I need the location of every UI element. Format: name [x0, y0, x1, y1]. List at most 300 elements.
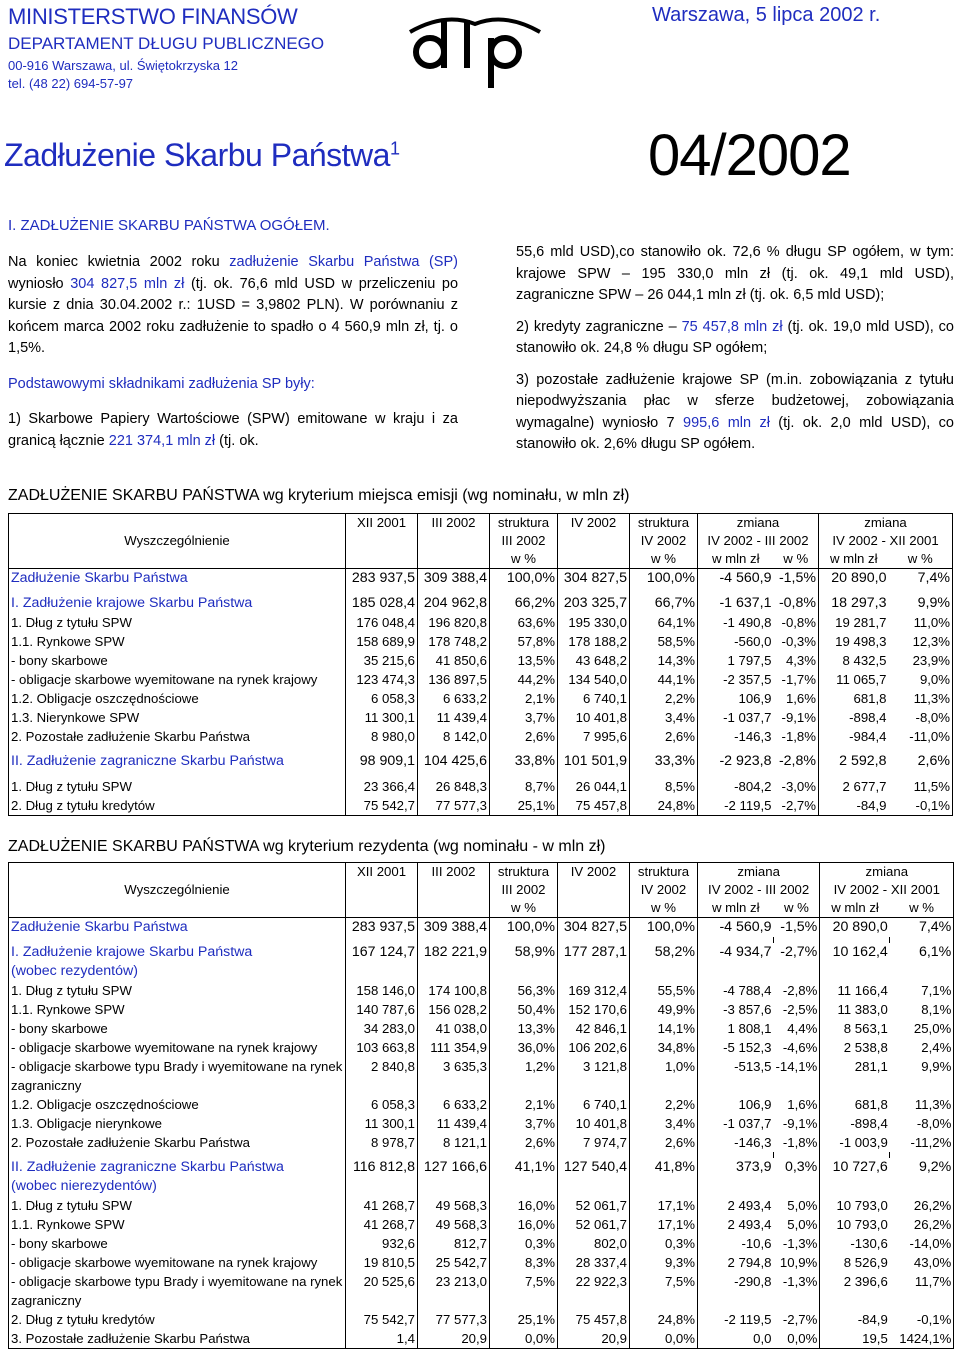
table-cell: 8,1%	[890, 1000, 954, 1019]
table-cell	[418, 1291, 490, 1310]
date-line: Warszawa, 5 lipca 2002 r.	[652, 4, 881, 26]
table-cell: -4 934,7	[719, 944, 772, 960]
table-cell: 2,1%	[490, 1095, 558, 1114]
header-cell: struktura	[490, 514, 558, 533]
text: 1) Skarbowe Papiery Wartościowe (SPW) emitowane w kraju i za granicą łącznie	[8, 411, 458, 449]
header-cell: III 2002	[490, 532, 558, 550]
header-cell: III 2002	[490, 881, 558, 899]
table-cell: -2,8%	[774, 981, 820, 1000]
table-cell: 8 526,9	[843, 1255, 888, 1270]
table-cell: 11 065,7	[836, 672, 887, 687]
table-cell: 0,0%	[630, 1329, 698, 1349]
table-cell: 44,2%	[490, 670, 558, 689]
table-cell: 3,4%	[630, 708, 698, 727]
table-cell: -84,9	[819, 796, 889, 816]
header-cell: IV 2002	[630, 881, 698, 899]
row-label: - bony skarbowe	[9, 1234, 346, 1253]
table-cell	[820, 1291, 890, 1310]
table-cell: 932,6	[346, 1234, 418, 1253]
table-cell	[698, 1177, 774, 1196]
components-heading: Podstawowymi składnikami zadłużenia SP były:	[8, 375, 315, 392]
table-row	[9, 752, 953, 771]
header-cell: w %	[890, 899, 954, 918]
table-cell: 66,7%	[630, 594, 698, 613]
table-cell: 16,0%	[490, 1215, 558, 1234]
table-cell: -513,5	[734, 1059, 772, 1074]
table-cell: -84,9	[857, 1312, 888, 1327]
header-cell: struktura	[630, 514, 698, 533]
table-cell	[490, 1291, 558, 1310]
row-label: 2. Dług z tytułu kredytów	[9, 1310, 346, 1329]
table-cell	[418, 1177, 490, 1196]
table-cell: -1,5%	[774, 918, 820, 938]
header-cell: III 2002	[418, 514, 490, 533]
table-cell: 8 432,5	[842, 653, 887, 668]
table-row	[9, 670, 953, 689]
text: (tj. ok. 76,6 mld USD w przeliczeniu po kursie z dnia 30.04.2002 r.: 1USD = 3,9802 PLN). W porównaniu z końcem marca 2002 roku zadłużenie to spadło o 4 560,9 mln zł, tj. o 1,5%.	[8, 275, 459, 356]
table-cell: 24,8%	[630, 1310, 698, 1329]
header-cell: struktura	[630, 863, 698, 882]
table-cell: 41 268,7	[346, 1196, 418, 1215]
summary-paragraph	[8, 252, 458, 360]
table-row	[9, 708, 953, 727]
table-cell: 127 166,6	[418, 1158, 490, 1177]
table-cell: 0,0	[698, 1329, 774, 1349]
table-cell: -1 003,9	[839, 1135, 888, 1150]
table-cell: 1,6%	[774, 689, 819, 708]
table-cell: 75 542,7	[346, 1310, 418, 1329]
table-cell: -10,6	[741, 1236, 772, 1251]
row-label: - bony skarbowe	[9, 1019, 346, 1038]
table-cell: 33,8%	[490, 752, 558, 771]
table-cell: 106,9	[738, 1097, 772, 1112]
table-cell: -146,3	[734, 729, 772, 744]
table-cell: -2 119,5	[698, 796, 774, 816]
table-cell: -560,0	[734, 634, 772, 649]
table-cell: 25 542,7	[418, 1253, 490, 1272]
table-cell: 52 061,7	[558, 1215, 630, 1234]
header-row	[9, 863, 954, 882]
component-2-paragraph	[516, 317, 954, 360]
table-cell: 6 058,3	[346, 689, 418, 708]
component-3-paragraph	[516, 370, 954, 456]
table-cell: 9,9%	[889, 594, 953, 613]
table-cell	[698, 962, 774, 981]
header-cell	[418, 881, 490, 899]
row-label: - bony skarbowe	[9, 651, 346, 670]
table-cell: 9,9%	[890, 1057, 954, 1076]
table-cell: -2 119,5	[724, 1312, 772, 1327]
department-name: DEPARTAMENT DŁUGU PUBLICZNEGO	[8, 34, 325, 53]
header-cell: IV 2002 - XII 2001	[820, 881, 954, 899]
table-cell: 6 633,2	[418, 1095, 490, 1114]
table-cell: 20 890,0	[832, 919, 888, 935]
header-cell: XII 2001	[346, 514, 418, 533]
row-label: 1.3. Nierynkowe SPW	[9, 708, 346, 727]
table-cell: 167 124,7	[346, 943, 418, 962]
table-cell: 41,1%	[490, 1158, 558, 1177]
table-cell: -8,0%	[889, 708, 953, 727]
table-row	[9, 796, 953, 816]
table-cell: 7,4%	[890, 918, 954, 938]
row-label: 1.1. Rynkowe SPW	[9, 1215, 346, 1234]
table-cell: 2,6%	[889, 752, 953, 771]
table-cell: 11 439,4	[418, 1114, 490, 1133]
table-cell: -1 490,8	[723, 615, 772, 630]
phone-line: tel. (48 22) 694-57-97	[8, 76, 134, 91]
table-cell: -9,1%	[774, 708, 819, 727]
table-cell: 8 121,1	[418, 1133, 490, 1152]
table-cell: 304 827,5	[558, 569, 630, 589]
table-cell: 1,0%	[630, 1057, 698, 1076]
table-cell: 158 689,9	[346, 632, 418, 651]
text: (tj. ok.	[215, 432, 259, 449]
table-cell: 13,5%	[490, 651, 558, 670]
table-cell: 34 283,0	[346, 1019, 418, 1038]
row-label: I. Zadłużenie krajowe Skarbu Państwa	[9, 594, 346, 613]
table-cell: -984,4	[849, 729, 887, 744]
table-cell: 8 980,0	[346, 727, 418, 746]
table-cell: -130,6	[850, 1236, 888, 1251]
table-cell: 177 287,1	[558, 943, 630, 962]
header-cell	[346, 881, 418, 899]
table-cell: 2,6%	[490, 1133, 558, 1152]
table-cell	[890, 1291, 954, 1310]
header-cell: w %	[774, 899, 820, 918]
table-cell: 11 166,4	[837, 983, 888, 998]
table-row	[9, 1196, 954, 1215]
table-cell: -1,7%	[774, 670, 819, 689]
table-cell: 23 366,4	[346, 777, 418, 796]
table-cell: 26 848,3	[418, 777, 490, 796]
header-cell: w %	[490, 899, 558, 918]
table-cell: -11,2%	[890, 1133, 954, 1152]
table-cell: 34,8%	[630, 1038, 698, 1057]
table-cell: 174 100,8	[418, 981, 490, 1000]
table-cell: 4,3%	[774, 651, 819, 670]
table-cell	[774, 962, 820, 981]
row-label: - obligacje skarbowe wyemitowane na rynek krajowy	[9, 1253, 346, 1272]
table-cell: 7,4%	[889, 569, 953, 589]
footnote-marker: 1	[389, 138, 400, 159]
table-cell: 26,2%	[890, 1215, 954, 1234]
table-cell: 283 937,5	[346, 569, 418, 589]
header-label: Wyszczególnienie	[9, 863, 346, 918]
table-cell: 25,0%	[890, 1019, 954, 1038]
text: Na koniec kwietnia 2002 roku	[8, 254, 230, 270]
table-cell: -1,3%	[774, 1272, 820, 1291]
component-1-continued: 55,6 mld USD),co stanowiło ok. 72,6 % długu SP ogółem, w tym: krajowe SPW – 195 330,0 mln zł (tj. ok. 49,1 mld USD), zagraniczne SPW – 26 044,1 mln zł (tj. ok. 6,5 mld USD);	[516, 244, 954, 303]
table-cell	[490, 1177, 558, 1196]
table-cell: 116 812,8	[346, 1158, 418, 1177]
table-cell: 812,7	[418, 1234, 490, 1253]
table-cell: 1424,1%	[890, 1329, 954, 1349]
header-cell	[346, 532, 418, 550]
table-cell: 5,0%	[774, 1196, 820, 1215]
table-cell: 103 663,8	[346, 1038, 418, 1057]
table-cell: -898,4	[849, 710, 887, 725]
table-cell: 10 401,8	[558, 708, 630, 727]
table-cell: 7 974,7	[558, 1133, 630, 1152]
table-cell: 20 525,6	[346, 1272, 418, 1291]
table-cell: -4 788,4	[723, 983, 772, 998]
header-cell: IV 2002	[630, 532, 698, 550]
table-cell: 100,0%	[490, 569, 558, 589]
table-cell	[490, 1076, 558, 1095]
table-row	[9, 981, 954, 1000]
table-cell: 100,0%	[630, 569, 698, 589]
dlp-logo	[405, 12, 545, 97]
table-cell: 169 312,4	[558, 981, 630, 1000]
row-label: 2. Dług z tytułu kredytów	[9, 796, 346, 816]
table-cell: -2,7%	[774, 796, 819, 816]
header-cell: w %	[490, 550, 558, 569]
table-cell: 20,9	[418, 1329, 490, 1349]
table-row	[9, 1133, 954, 1152]
table-cell: 49,9%	[630, 1000, 698, 1019]
table-cell	[890, 1076, 954, 1095]
row-label: 1.2. Obligacje oszczędnościowe	[9, 1095, 346, 1114]
table-cell: 9,0%	[889, 670, 953, 689]
table-cell: 3,7%	[490, 708, 558, 727]
table-cell: -1,8%	[774, 727, 819, 746]
header-cell: zmiana	[819, 514, 953, 533]
table-cell: 0,3%	[490, 1234, 558, 1253]
table-row	[9, 1310, 954, 1329]
row-label: 1. Dług z tytułu SPW	[9, 1196, 346, 1215]
table-row	[9, 1095, 954, 1114]
table-cell: 2 493,4	[727, 1217, 772, 1232]
table-cell: 7,1%	[890, 981, 954, 1000]
table-cell: 23 213,0	[418, 1272, 490, 1291]
table-cell	[418, 962, 490, 981]
row-label: (wobec nierezydentów)	[9, 1177, 346, 1196]
table-cell: 13,3%	[490, 1019, 558, 1038]
table-cell: 2 794,8	[727, 1255, 772, 1270]
table-cell: 156 028,2	[418, 1000, 490, 1019]
table-cell: 8 142,0	[418, 727, 490, 746]
table-cell	[698, 1291, 774, 1310]
table-row	[9, 1272, 954, 1291]
table-cell: 10 793,0	[836, 1217, 888, 1232]
header-cell: w mln zł	[698, 899, 774, 918]
table-cell	[558, 1291, 630, 1310]
table-cell: -4 560,9	[719, 919, 772, 935]
table-cell	[820, 1177, 890, 1196]
table-cell: 2,4%	[890, 1038, 954, 1057]
table-cell: 50,4%	[490, 1000, 558, 1019]
table-cell	[630, 1177, 698, 1196]
document-title	[4, 137, 399, 174]
table-cell: 11 383,0	[837, 1002, 888, 1017]
table-cell	[346, 1291, 418, 1310]
issue-number: 04/2002	[648, 123, 851, 188]
table-cell: 14,1%	[630, 1019, 698, 1038]
text: 995,6 mln zł	[683, 414, 770, 431]
table-cell: 28 337,4	[558, 1253, 630, 1272]
table-cell: 24,8%	[630, 796, 698, 816]
table-cell: -290,8	[734, 1274, 772, 1289]
text: 2) kredyty zagraniczne –	[516, 318, 682, 335]
table-cell: 8,3%	[490, 1253, 558, 1272]
row-label: - obligacje skarbowe wyemitowane na rynek krajowy	[9, 1038, 346, 1057]
table-cell: 2,2%	[630, 689, 698, 708]
table-cell: 58,2%	[630, 943, 698, 962]
table-cell: 6 740,1	[558, 1095, 630, 1114]
table-cell: -804,2	[734, 779, 772, 794]
table-cell: 185 028,4	[346, 594, 418, 613]
table-cell: 100,0%	[490, 918, 558, 938]
row-label: 3. Pozostałe zadłużenie Skarbu Państwa	[9, 1329, 346, 1349]
table-cell: 6 633,2	[418, 689, 490, 708]
table-row	[9, 1253, 954, 1272]
table-cell: 178 748,2	[418, 632, 490, 651]
table-cell: 106 202,6	[558, 1038, 630, 1057]
table-cell: 75 542,7	[346, 796, 418, 816]
header-cell	[418, 532, 490, 550]
table-cell	[346, 1177, 418, 1196]
table-cell: 66,2%	[490, 594, 558, 613]
address-line: 00-916 Warszawa, ul. Świętokrzyska 12	[8, 58, 239, 73]
table-cell: 178 188,2	[558, 632, 630, 651]
table-cell: 55,5%	[630, 981, 698, 1000]
table-cell: 4,4%	[774, 1019, 820, 1038]
table-cell: 3,7%	[490, 1114, 558, 1133]
table-cell: 136 897,5	[418, 670, 490, 689]
row-label: 2. Pozostałe zadłużenie Skarbu Państwa	[9, 1133, 346, 1152]
table-cell: 0,3%	[774, 1158, 820, 1177]
table-cell: -3,0%	[774, 777, 819, 796]
table-cell: 11,0%	[889, 613, 953, 632]
header-cell: struktura	[490, 863, 558, 882]
table-cell: 58,9%	[490, 943, 558, 962]
table-cell: -3 857,6	[723, 1002, 772, 1017]
table-cell: 77 577,3	[418, 1310, 490, 1329]
table-cell: 33,3%	[630, 752, 698, 771]
table-cell: 104 425,6	[418, 752, 490, 771]
table-cell: -2 357,5	[723, 672, 772, 687]
table-cell: 43 648,2	[558, 651, 630, 670]
table-cell: 12,3%	[889, 632, 953, 651]
section-heading: I. ZADŁUŻENIE SKARBU PAŃSTWA OGÓŁEM.	[8, 217, 330, 234]
table-cell: 152 170,6	[558, 1000, 630, 1019]
table-cell: 5,0%	[774, 1215, 820, 1234]
left-column	[8, 252, 458, 462]
table-cell: 283 937,5	[346, 918, 418, 938]
table-cell: 2,1%	[490, 689, 558, 708]
table-cell: -0,8%	[774, 613, 819, 632]
table-cell: 14,3%	[630, 651, 698, 670]
table-cell: 58,5%	[630, 632, 698, 651]
row-label: (wobec rezydentów)	[9, 962, 346, 981]
table-cell: -0,1%	[889, 796, 953, 816]
table-cell: 1,6%	[774, 1095, 820, 1114]
table-cell: 18 297,3	[831, 595, 887, 611]
table-cell: 9,3%	[630, 1253, 698, 1272]
table-cell: 195 330,0	[558, 613, 630, 632]
table-row	[9, 613, 953, 632]
table-row	[9, 594, 953, 613]
table-cell: 2 538,8	[843, 1040, 888, 1055]
table-cell: 11,3%	[889, 689, 953, 708]
table-cell: 2,2%	[630, 1095, 698, 1114]
table-cell: 41 038,0	[418, 1019, 490, 1038]
table-cell: 2,6%	[490, 727, 558, 746]
header-cell: IV 2002 - III 2002	[698, 881, 820, 899]
table-cell: 1,2%	[490, 1057, 558, 1076]
table-cell: 10 162,4	[832, 944, 888, 960]
table-row	[9, 777, 953, 796]
table-row	[9, 1158, 954, 1177]
table-cell: -898,4	[850, 1116, 888, 1131]
table-cell: 63,6%	[490, 613, 558, 632]
row-label: 1.1. Rynkowe SPW	[9, 632, 346, 651]
table-cell: -0,3%	[774, 632, 819, 651]
text: wyniosło	[8, 275, 71, 292]
table-cell: 23,9%	[889, 651, 953, 670]
table-cell: 127 540,4	[558, 1158, 630, 1177]
table-cell: 10,9%	[774, 1253, 820, 1272]
table-cell: 2 840,8	[346, 1057, 418, 1076]
table-cell: 7 995,6	[558, 727, 630, 746]
table-cell	[774, 1291, 820, 1310]
table-cell: 8 978,7	[346, 1133, 418, 1152]
table-cell	[774, 1076, 820, 1095]
table-cell: 203 325,7	[558, 594, 630, 613]
table-cell: 26,2%	[890, 1196, 954, 1215]
table-row	[9, 1234, 954, 1253]
table-cell	[774, 1177, 820, 1196]
table-cell: 158 146,0	[346, 981, 418, 1000]
table-row	[9, 1000, 954, 1019]
table-cell: -1 037,7	[723, 710, 772, 725]
text: (m.in. zobowiązania z tytułu niepodwyższania płac w sferze budżetowej, zobowiązania wymagalne) wyniosło 7	[516, 371, 954, 431]
row-label: zagraniczny	[9, 1291, 346, 1310]
table1-title: ZADŁUŻENIE SKARBU PAŃSTWA wg kryterium miejsca emisji (wg nominału, w mln zł)	[8, 487, 630, 504]
table-row	[9, 727, 953, 746]
table-cell: 111 354,9	[418, 1038, 490, 1057]
header-cell: IV 2002	[558, 863, 630, 882]
table-cell: 3 635,3	[418, 1057, 490, 1076]
table-cell	[630, 1076, 698, 1095]
table-row	[9, 1329, 954, 1349]
table-emission-criterion	[8, 513, 953, 816]
table-row	[9, 632, 953, 651]
text: 75 457,8 mln zł	[681, 318, 783, 335]
table-cell: -4,6%	[774, 1038, 820, 1057]
table-cell: 56,3%	[490, 981, 558, 1000]
header-cell	[558, 550, 630, 569]
table-cell: 204 962,8	[418, 594, 490, 613]
table-cell: 11 300,1	[346, 708, 418, 727]
table-cell: 182 221,9	[418, 943, 490, 962]
table-cell: -0,8%	[774, 594, 819, 613]
header-cell: w mln zł	[819, 550, 889, 569]
table-cell: 2,6%	[630, 1133, 698, 1152]
row-label: 1.3. Obligacje nierynkowe	[9, 1114, 346, 1133]
table-cell: 304 827,5	[558, 918, 630, 938]
table-cell	[698, 1076, 774, 1095]
table-cell: 64,1%	[630, 613, 698, 632]
text: (tj. ok. 19,0 mld USD), co stanowiło ok. 24,8 % długu SP ogółem;	[516, 318, 954, 356]
table-cell: 196 820,8	[418, 613, 490, 632]
table-cell: -14,1%	[774, 1057, 820, 1076]
table-cell: -1,5%	[774, 569, 819, 589]
row-label: Zadłużenie Skarbu Państwa	[9, 569, 346, 589]
header-cell: III 2002	[418, 863, 490, 882]
table-cell: -11,0%	[889, 727, 953, 746]
table-row	[9, 1291, 954, 1310]
